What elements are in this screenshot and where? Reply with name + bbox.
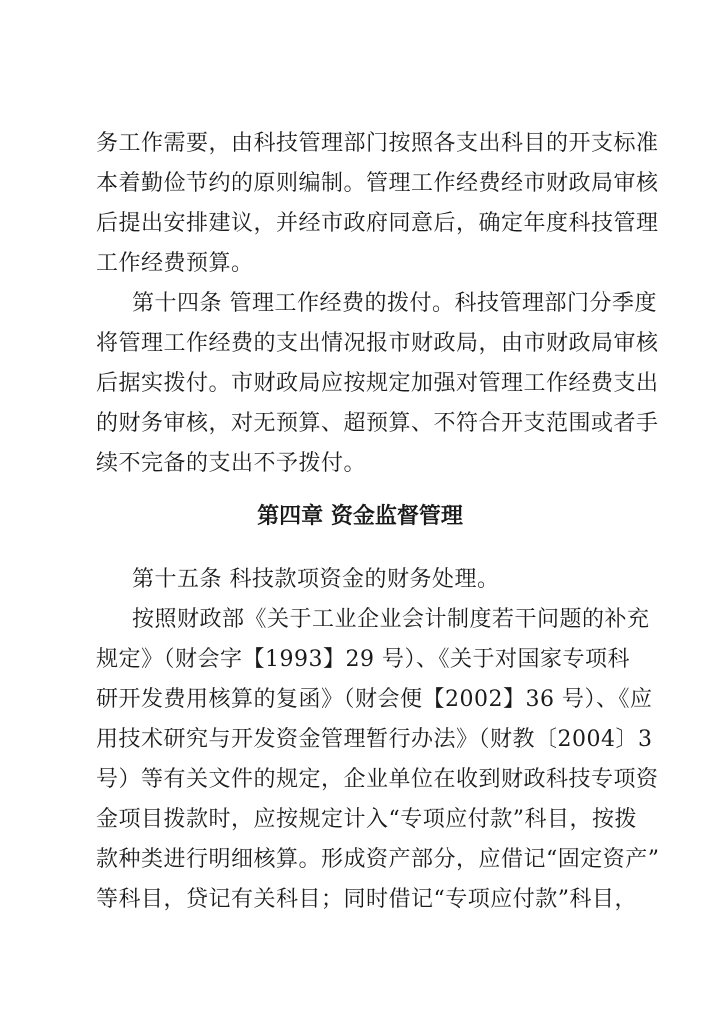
body-text-line: 用技术研究与开发资金管理暂行办法》（财教〔2004〕3 [96, 727, 653, 752]
body-text-line: 号）等有关文件的规定，企业单位在收到财政科技专项资 [96, 767, 659, 792]
body-text-line: 本着勤俭节约的原则编制。管理工作经费经市财政局审核 [96, 171, 659, 196]
body-text-line: 的财务审核，对无预算、超预算、不符合开支范围或者手 [96, 411, 659, 436]
body-text-line: 务工作需要，由科技管理部门按照各支出科目的开支标准 [96, 131, 659, 156]
body-text-line: 将管理工作经费的支出情况报市财政局，由市财政局审核 [96, 331, 659, 356]
article-14-first-line: 第十四条 管理工作经费的拨付。科技管理部门分季度 [132, 291, 657, 316]
body-text-line: 规定》（财会字【1993】29 号）、《关于对国家专项科 [96, 647, 630, 672]
article-15-line: 第十五条 科技款项资金的财务处理。 [132, 567, 500, 592]
body-text-line: 后提出安排建议，并经市政府同意后，确定年度科技管理 [96, 211, 659, 236]
body-text-line: 金项目拨款时，应按规定计入“专项应付款”科目，按拨 [96, 807, 637, 832]
chapter-heading: 第四章 资金监督管理 [257, 503, 463, 529]
body-text-line: 等科目，贷记有关科目；同时借记“专项应付款”科目， [96, 887, 637, 912]
body-text-line: 研开发费用核算的复函》（财会便【2002】36 号）、《应 [96, 687, 653, 712]
body-text-line: 后据实拨付。市财政局应按规定加强对管理工作经费支出 [96, 371, 659, 396]
body-text-line: 款种类进行明细核算。形成资产部分，应借记“固定资产” [96, 847, 660, 872]
body-text-line: 按照财政部《关于工业企业会计制度若干问题的补充 [132, 607, 650, 632]
body-text-line: 续不完备的支出不予拨付。 [96, 451, 367, 476]
body-text-line: 工作经费预算。 [96, 251, 254, 276]
